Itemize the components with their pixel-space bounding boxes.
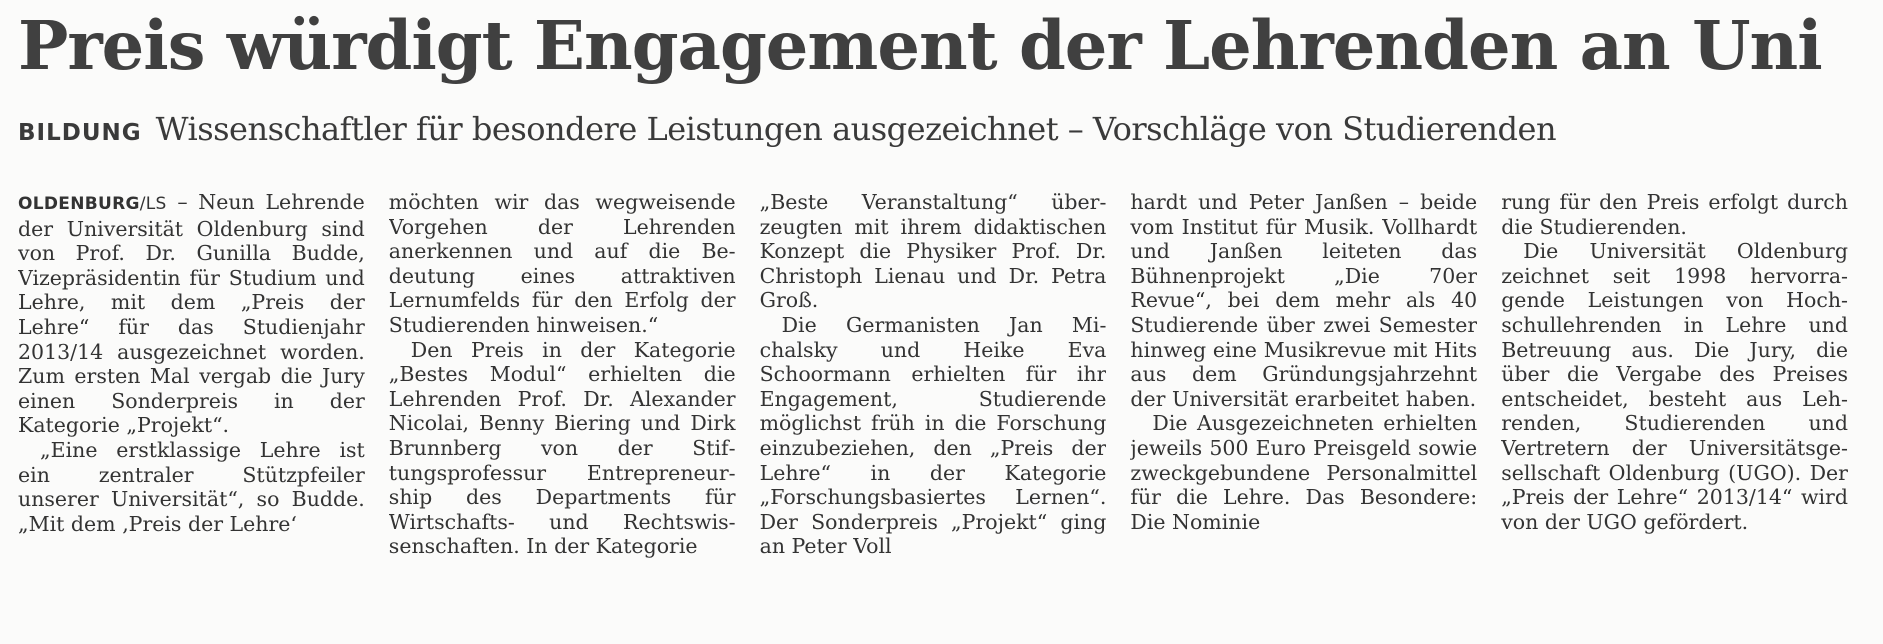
paragraph: Die Ausgezeichneten erhielten jeweils 500 Euro Preisgeld sowie zweckgebundene Personalmittel für die Lehre. Das Besondere: Die Nominie xyxy=(1130,411,1478,534)
text-column-3 xyxy=(760,190,1107,630)
article-subline xyxy=(18,112,1878,147)
article-body xyxy=(18,190,1848,630)
department-label: BILDUNG xyxy=(18,120,142,146)
paragraph: Die Universität Oldenburg zeichnet seit 1998 hervorragende Leistungen von Hochschullehrenden in Lehre und Betreuung aus. Die Jury, die über die Vergabe des Preises entscheidet, besteht aus Lehrenden, Studierenden und Vertretern der Universitätsgesellschaft Oldenburg (UGO). Der „Preis der Lehre“ 2013/14“ wird von der UGO gefördert. xyxy=(1501,239,1848,534)
lead-text: – Neun Lehrende der Universität Oldenburg sind von Prof. Dr. Gunilla Budde, Vizepräsidentin für Studium und Lehre, mit dem „Preis der Lehre“ für das Studienjahr 2013/14 ausgezeichnet worden. Zum ersten Mal vergab die Jury einen Sonderpreis in der Kategorie „Projekt“. xyxy=(18,190,365,438)
paragraph: „Beste Veranstaltung“ überzeugten mit ihrem didaktischen Konzept die Physiker Prof. Dr. Christoph Lienau und Dr. Petra Groß. xyxy=(759,190,1107,313)
dateline xyxy=(18,194,167,214)
text-column-2 xyxy=(389,190,736,630)
dateline-author: /LS xyxy=(139,194,167,214)
paragraph: rung für den Preis erfolgt durch die Studierenden. xyxy=(1501,190,1848,239)
text-column-4 xyxy=(1130,190,1477,630)
paragraph: Die Germanisten Jan Michalsky und Heike Eva Schoormann erhielten für ihr Engagement, Studierende möglichst früh in die Forschung einzubeziehen, den „Preis der Lehre“ in der Kategorie „Forschungsbasiertes Lernen“. Der Sonderpreis „Projekt“ ging an Peter Voll xyxy=(759,312,1107,559)
paragraph: „Eine erstklassige Lehre ist ein zentraler Stützpfeiler unserer Universität“, so Budde. „Mit dem ‚Preis der Lehre‘ xyxy=(18,437,365,536)
text-column-1 xyxy=(18,190,365,630)
dateline-place: OLDENBURG xyxy=(18,194,140,214)
lead-paragraph xyxy=(18,190,365,438)
article-subtitle: Wissenschaftler für besondere Leistungen ausgezeichnet – Vorschläge von Studierenden xyxy=(155,110,1557,148)
text-column-5 xyxy=(1501,190,1848,630)
paragraph: hardt und Peter Janßen – beide vom Institut für Musik. Vollhardt und Janßen leiteten das Bühnenprojekt „Die 70er Revue“, bei dem mehr als 40 Studierende über zwei Semester hinweg eine Musikrevue mit Hits aus dem Gründungsjahrzehnt der Universität erarbeitet haben. xyxy=(1130,190,1478,411)
article-headline: Preis würdigt Engagement der Lehrenden an Uni xyxy=(18,6,1822,85)
paragraph: möchten wir das wegweisende Vorgehen der Lehrenden anerkennen und auf die Bedeutung eines attraktiven Lernumfelds für den Erfolg der Studierenden hinweisen.“ xyxy=(388,190,736,337)
paragraph: Den Preis in der Kategorie „Bestes Modul“ erhielten die Lehrenden Prof. Dr. Alexander Nicolai, Benny Biering und Dirk Brunnberg von der Stiftungsprofessur Entrepreneurship des Departments für Wirtschafts- und Rechtswissenschaften. In der Kategorie xyxy=(388,337,736,559)
